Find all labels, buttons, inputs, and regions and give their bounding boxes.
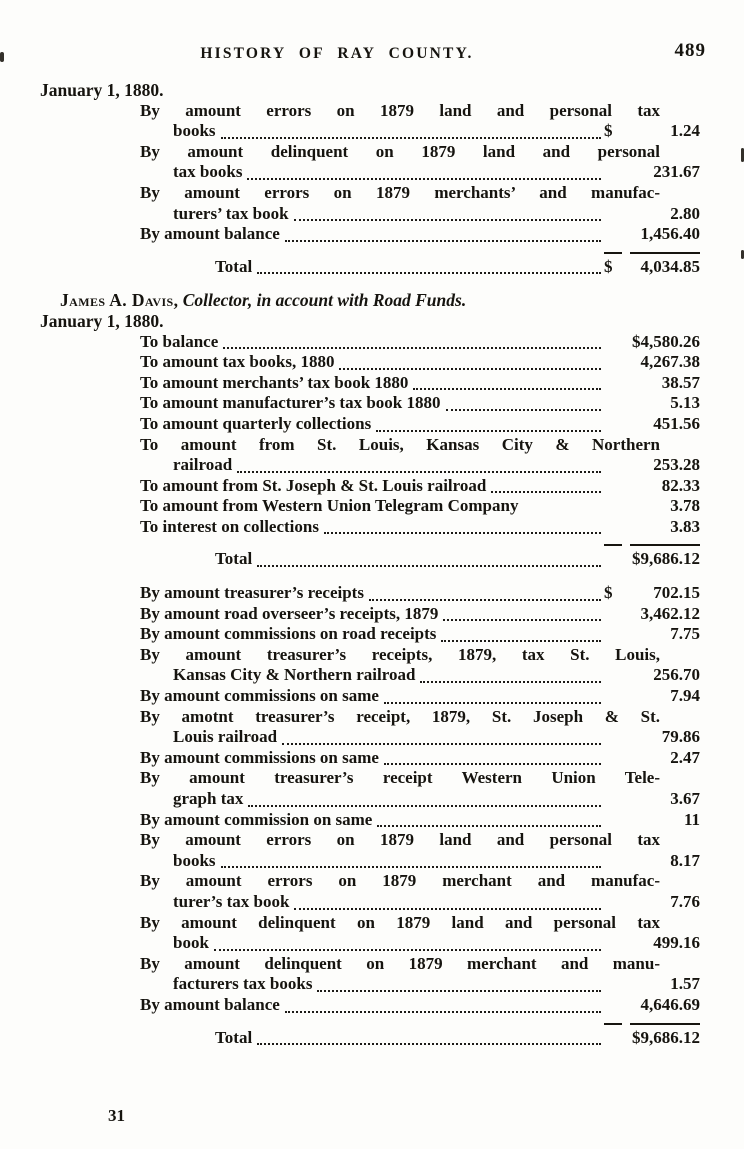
entry-amount-line	[173, 789, 700, 810]
entry-line: By amount delinquent on 1879 land and personal tax	[140, 912, 660, 932]
entry-amount-line	[173, 851, 700, 872]
entry-text: To amount tax books, 1880	[140, 352, 335, 372]
ledger-entry	[140, 435, 700, 476]
entry-text: By amount commissions on same	[140, 686, 379, 706]
amount-value: 82.33	[661, 475, 700, 495]
entry-amount-line	[140, 517, 700, 538]
ledger-entry	[140, 583, 700, 604]
dot-leader	[413, 373, 601, 391]
amount-value: 1,456.40	[640, 224, 700, 244]
entry-text: books	[173, 121, 216, 141]
amount-value: 3.67	[670, 789, 700, 808]
entry-amount-line	[140, 476, 700, 497]
ledger-entry	[140, 373, 700, 394]
amount-cell	[604, 257, 700, 278]
amount-cell	[604, 204, 700, 225]
entry-amount-line	[140, 604, 700, 625]
entry-line: By amount delinquent on 1879 land and personal	[140, 141, 660, 161]
entry-text: tax books	[173, 162, 243, 182]
entry-text: To amount manufacturer’s tax book 1880	[140, 393, 441, 413]
dot-leader	[443, 604, 601, 622]
amount-cell	[604, 789, 700, 810]
ledger-entry	[140, 517, 700, 538]
amount-value: 1.24	[670, 121, 700, 141]
entry-line: By amount errors on 1879 merchant and manufac-	[140, 871, 660, 891]
ledger-entry	[140, 913, 700, 954]
entry-amount-line	[173, 933, 700, 954]
entry-line: By amount treasurer’s receipt Western Union Tele-	[140, 768, 660, 788]
entry-amount-line	[173, 727, 700, 748]
date-line: January 1, 1880.	[40, 310, 164, 331]
dot-leader	[257, 257, 601, 275]
total-label: Total	[215, 256, 253, 276]
entry-amount-line	[173, 665, 700, 686]
amount-value: 8.17	[670, 850, 700, 870]
ledger-entry	[140, 496, 700, 517]
dot-leader	[377, 810, 601, 828]
amount-cell	[604, 496, 700, 517]
entry-text: To amount quarterly collections	[140, 413, 372, 433]
amount-value: 4,034.85	[640, 256, 700, 276]
ledger-entry	[140, 352, 700, 373]
entry-amount-line	[140, 393, 700, 414]
entry-amount-line	[140, 414, 700, 435]
entry-amount-line	[140, 373, 700, 394]
page-header	[40, 40, 706, 65]
entry-text: facturers tax books	[173, 974, 313, 994]
amount-value: 451.56	[653, 413, 700, 433]
currency-symbol: $	[604, 583, 613, 603]
entry-amount-line	[173, 974, 700, 995]
amount-cell	[604, 810, 700, 831]
dot-leader	[294, 892, 601, 910]
account-heading	[40, 290, 700, 311]
entry-line: By amotnt treasurer’s receipt, 1879, St. Joseph & St.	[140, 706, 660, 726]
amount-value: $9,686.12	[632, 549, 700, 569]
entry-text: By amount commissions on road receipts	[140, 624, 437, 644]
entry-amount-line	[140, 332, 700, 353]
ledger-entry	[140, 624, 700, 645]
amount-cell	[604, 224, 700, 245]
dot-leader	[237, 455, 601, 473]
dot-leader	[324, 517, 601, 535]
entry-text: To amount from Western Union Telegram Company	[140, 496, 519, 516]
dot-leader	[446, 393, 601, 411]
amount-value: 4,267.38	[640, 352, 700, 372]
ledger-entry	[140, 707, 700, 748]
ledger-entry	[140, 393, 700, 414]
amount-cell	[604, 892, 700, 913]
amount-cell	[604, 686, 700, 707]
entry-line: By amount errors on 1879 land and personal tax	[140, 830, 660, 850]
amount-value: 256.70	[653, 665, 700, 685]
amount-cell	[604, 352, 700, 373]
amount-cell	[604, 1028, 700, 1049]
ledger-entry	[140, 810, 700, 831]
dot-leader	[369, 583, 601, 601]
entry-amount-line	[140, 496, 700, 517]
amount-value: $9,686.12	[632, 1027, 700, 1047]
amount-cell	[604, 665, 700, 686]
page-title: HISTORY OF RAY COUNTY.	[200, 45, 474, 62]
ledger-section	[40, 80, 700, 277]
amount-value: 499.16	[653, 933, 700, 953]
ledger-entry	[140, 645, 700, 686]
total-rule	[604, 544, 700, 546]
entry-text: turers’ tax book	[173, 203, 289, 223]
dot-leader	[257, 1028, 601, 1046]
entry-amount-line	[140, 624, 700, 645]
amount-value: 38.57	[661, 372, 700, 392]
total-row	[215, 1028, 700, 1049]
dot-leader	[491, 476, 601, 494]
amount-value: 3.78	[670, 496, 700, 516]
entry-text: Louis railroad	[173, 727, 278, 747]
entry-text: Kansas City & Northern railroad	[173, 665, 416, 685]
ledger-entry	[140, 604, 700, 625]
entry-amount-line	[173, 121, 700, 142]
amount-value: 7.75	[670, 624, 700, 644]
entry-text: book	[173, 933, 209, 953]
ledger-entry	[140, 414, 700, 435]
dot-leader	[221, 851, 601, 869]
total-label: Total	[215, 1027, 253, 1047]
ledger-section	[40, 290, 700, 570]
entry-text: To balance	[140, 331, 219, 351]
total-row	[215, 257, 700, 278]
ledger-entry	[140, 332, 700, 353]
entry-amount-line	[173, 892, 700, 913]
dot-leader	[376, 414, 601, 432]
amount-value: 3,462.12	[640, 603, 700, 623]
scan-artifact	[0, 52, 4, 62]
dot-leader	[294, 204, 601, 222]
amount-value: 253.28	[653, 455, 700, 475]
entry-text: railroad	[173, 455, 233, 475]
ledger-entry	[140, 142, 700, 183]
dot-leader	[285, 224, 601, 242]
entry-amount-line	[140, 686, 700, 707]
amount-value: 79.86	[661, 727, 700, 747]
currency-symbol: $	[604, 121, 613, 141]
amount-value: 11	[683, 809, 700, 829]
amount-cell	[604, 393, 700, 414]
ledger-entry	[140, 183, 700, 224]
signature-mark: 31	[108, 1106, 125, 1126]
page-number: 489	[674, 40, 706, 61]
entry-text: By amount commission on same	[140, 809, 373, 829]
ledger-entry	[140, 995, 700, 1016]
entry-text: books	[173, 850, 216, 870]
amount-value: 231.67	[653, 162, 700, 182]
amount-cell	[604, 121, 700, 142]
entry-line: By amount treasurer’s receipts, 1879, tax St. Louis,	[140, 644, 660, 664]
total-rule	[604, 1023, 700, 1025]
entry-line: To amount from St. Louis, Kansas City & Northern	[140, 434, 660, 454]
amount-cell	[604, 517, 700, 538]
entry-text: By amount balance	[140, 224, 280, 244]
entry-amount-line	[173, 204, 700, 225]
entry-line: By amount errors on 1879 merchants’ and manufac-	[140, 182, 660, 202]
entry-amount-line	[140, 352, 700, 373]
dot-leader	[523, 496, 601, 514]
amount-cell	[604, 604, 700, 625]
amount-value: 5.13	[670, 393, 700, 413]
dot-leader	[384, 748, 601, 766]
amount-cell	[604, 851, 700, 872]
amount-cell	[604, 162, 700, 183]
amount-cell	[604, 583, 700, 604]
total-rule	[604, 252, 700, 254]
amount-cell	[604, 933, 700, 954]
entry-line: By amount delinquent on 1879 merchant and manu-	[140, 953, 660, 973]
dot-leader	[221, 121, 601, 139]
amount-value: 2.80	[670, 203, 700, 223]
amount-cell	[604, 332, 700, 353]
amount-cell	[604, 373, 700, 394]
amount-value: 3.83	[670, 516, 700, 536]
ledger-entry	[140, 224, 700, 245]
amount-value: 7.94	[670, 686, 700, 706]
dot-leader	[285, 995, 601, 1013]
entry-text: To amount from St. Joseph & St. Louis railroad	[140, 475, 487, 495]
amount-cell	[604, 624, 700, 645]
entry-amount-line	[173, 455, 700, 476]
currency-symbol: $	[604, 256, 613, 276]
entry-amount-line	[140, 224, 700, 245]
ledger	[140, 583, 700, 1048]
dot-leader	[214, 933, 601, 951]
entry-amount-line	[140, 810, 700, 831]
dot-leader	[441, 624, 601, 642]
ledger-entry	[140, 954, 700, 995]
dot-leader	[282, 727, 601, 745]
entry-amount-line	[140, 583, 700, 604]
dot-leader	[248, 789, 601, 807]
dot-leader	[339, 352, 601, 370]
ledger	[140, 101, 700, 278]
amount-cell	[604, 748, 700, 769]
entry-amount-line	[173, 162, 700, 183]
dot-leader	[247, 162, 601, 180]
amount-value: 7.76	[670, 891, 700, 911]
date-line: January 1, 1880.	[40, 80, 164, 100]
entry-text: turer’s tax book	[173, 891, 290, 911]
entry-text: graph tax	[173, 789, 244, 808]
account-holder-name: James A. Davis,	[60, 290, 179, 311]
ledger-entry	[140, 686, 700, 707]
ledger-entry	[140, 476, 700, 497]
dot-leader	[317, 974, 601, 992]
ledger	[140, 332, 700, 571]
amount-cell	[604, 727, 700, 748]
account-description: Collector, in account with Road Funds.	[178, 290, 467, 311]
entry-text: To amount merchants’ tax book 1880	[140, 372, 409, 392]
dot-leader	[384, 686, 601, 704]
amount-value: 2.47	[670, 747, 700, 767]
ledger-entry	[140, 871, 700, 912]
amount-cell	[604, 476, 700, 497]
entry-text: By amount treasurer’s receipts	[140, 583, 364, 603]
amount-cell	[604, 995, 700, 1016]
total-row	[215, 549, 700, 570]
amount-cell	[604, 974, 700, 995]
sections	[40, 80, 700, 1048]
entry-text: By amount balance	[140, 994, 280, 1014]
amount-cell	[604, 414, 700, 435]
ledger-entry	[140, 748, 700, 769]
amount-value: 4,646.69	[640, 994, 700, 1014]
entry-text: By amount road overseer’s receipts, 1879	[140, 603, 439, 623]
entry-text: To interest on collections	[140, 516, 319, 536]
ledger-entry	[140, 101, 700, 142]
entry-line: By amount errors on 1879 land and personal tax	[140, 100, 660, 120]
entry-amount-line	[140, 995, 700, 1016]
amount-value: 1.57	[670, 974, 700, 994]
amount-cell	[604, 455, 700, 476]
amount-value: 702.15	[653, 583, 700, 603]
page-footer	[108, 1106, 700, 1127]
dot-leader	[257, 549, 601, 567]
ledger-section	[40, 583, 700, 1048]
ledger-entry	[140, 768, 700, 809]
total-label: Total	[215, 549, 253, 569]
entry-amount-line	[140, 748, 700, 769]
entry-text: By amount commissions on same	[140, 747, 379, 767]
dot-leader	[223, 332, 601, 350]
amount-value: $4,580.26	[632, 331, 700, 351]
amount-cell	[604, 549, 700, 570]
ledger-entry	[140, 830, 700, 871]
dot-leader	[420, 665, 601, 683]
